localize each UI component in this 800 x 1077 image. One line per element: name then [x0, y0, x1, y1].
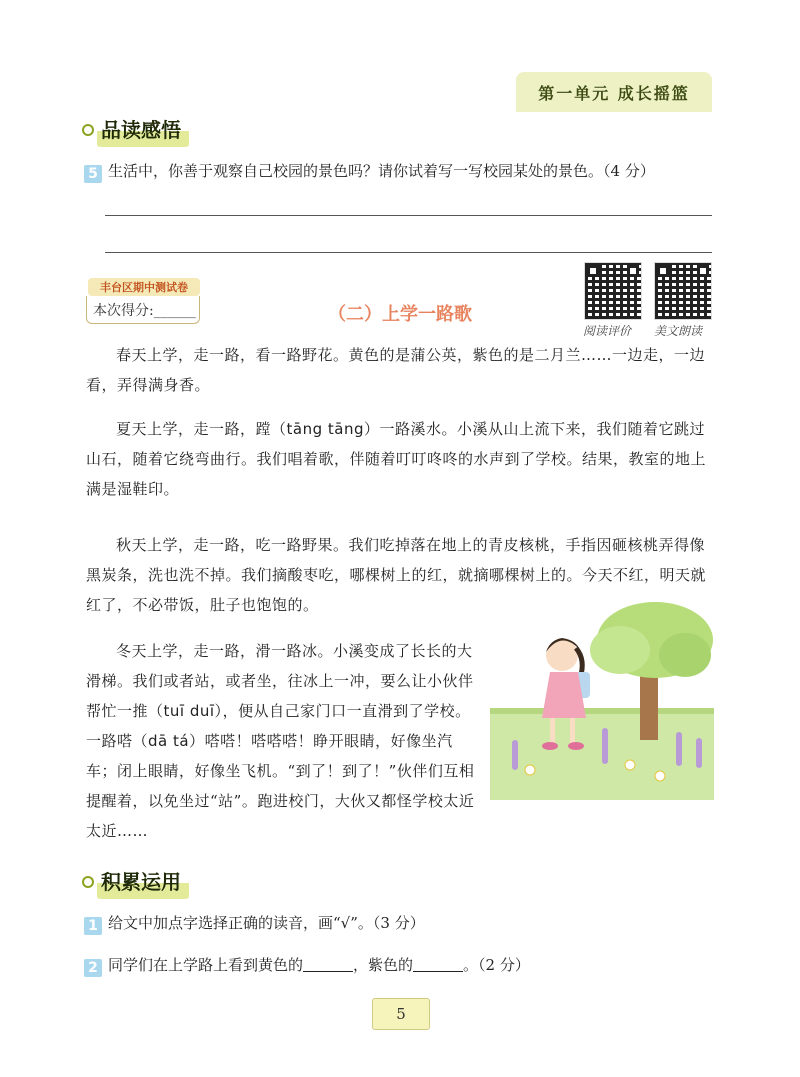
answer-blank[interactable]	[413, 957, 463, 972]
page-number: 5	[372, 998, 430, 1030]
pinyin-choice[interactable]: （tāng tāng）	[271, 420, 380, 438]
answer-blank[interactable]	[303, 957, 353, 972]
score-box: 本次得分:______	[86, 296, 200, 324]
qr-code-icon[interactable]	[654, 262, 712, 320]
question-text: 生活中，你善于观察自己校园的景色吗？请你试着写一写校园某处的景色。（4 分）	[108, 162, 655, 180]
section-title: 品读感悟	[97, 112, 189, 147]
unit-tab: 第一单元 成长摇篮	[516, 72, 712, 112]
section-heading-reading	[82, 112, 189, 147]
text-run: 嗒嗒！嗒嗒嗒！睁开眼睛，好像坐汽车；闭上眼睛，好像坐飞机。“到了！到了！”伙伴们互相提醒着，以免坐过“站”。跑进校门，大伙又都怪学校太近太近……	[86, 732, 475, 840]
question-2	[84, 954, 530, 977]
qr-caption: 美文朗读	[654, 324, 703, 338]
passage-paragraph-autumn: 秋天上学，走一路，吃一路野果。我们吃掉落在地上的青皮核桃，手指因砸核桃弄得像黑炭条，洗也洗不掉。我们摘酸枣吃，哪棵树上的红，就摘哪棵树上的。今天不红，明天就红了，不必带饭，肚子也饱饱的。	[86, 536, 707, 614]
text-run: 夏天上学，走一路，	[116, 420, 256, 438]
text-run: 冬天上学，走一路，滑一路冰。小溪变成了长长的大滑梯。我们或者站，或者坐，往冰上一冲，要么让小伙伴帮忙一	[86, 642, 474, 720]
dotted-char: 推	[132, 702, 149, 720]
question-text: 。（2 分）	[463, 956, 530, 974]
question-number: 1	[84, 917, 102, 935]
text-run: ，便从自己家门口一直滑到了学校。一路	[86, 702, 471, 750]
question-number: 2	[84, 959, 102, 977]
passage-paragraph-winter	[86, 636, 476, 846]
question-1	[84, 912, 425, 935]
question-text: ，紫色的	[353, 956, 414, 974]
pinyin-choice[interactable]: （dā tá）	[132, 732, 205, 750]
question-5	[84, 160, 655, 183]
passage-paragraph-spring: 春天上学，走一路，看一路野花。黄色的是蒲公英，紫色的是二月兰……一边走，一边看，弄得满身香。	[86, 346, 706, 394]
section-title: 积累运用	[97, 864, 189, 899]
pinyin-choice[interactable]: （tuī duī）	[148, 702, 223, 720]
qr-caption: 阅读评价	[583, 324, 632, 338]
question-text: 同学们在上学路上看到黄色的	[108, 956, 304, 974]
passage-title: （二）上学一路歌	[328, 304, 472, 325]
question-text: 给文中加点字选择正确的读音，画“√”。（3 分）	[108, 914, 425, 932]
qr-code-icon[interactable]	[584, 262, 642, 320]
girl-walking-illustration	[490, 600, 714, 800]
text-run: 一路溪水。小溪从山上流下来，我们随着它跳过山石，随着它绕弯曲行。我们唱着歌，伴随着叮叮咚咚的水声到了学校。结果，教室的地上满是湿鞋印。	[86, 420, 707, 498]
bullet-icon	[82, 876, 94, 888]
answer-line-1[interactable]	[105, 215, 712, 216]
section-heading-practice	[82, 864, 189, 899]
passage-paragraph-summer	[86, 414, 714, 504]
answer-line-2[interactable]	[105, 252, 712, 253]
dotted-char: 蹚	[255, 420, 272, 438]
question-number: 5	[84, 165, 102, 183]
dotted-char: 嗒	[117, 732, 133, 750]
exam-tag: 丰台区期中测试卷	[88, 278, 200, 296]
bullet-icon	[82, 124, 94, 136]
